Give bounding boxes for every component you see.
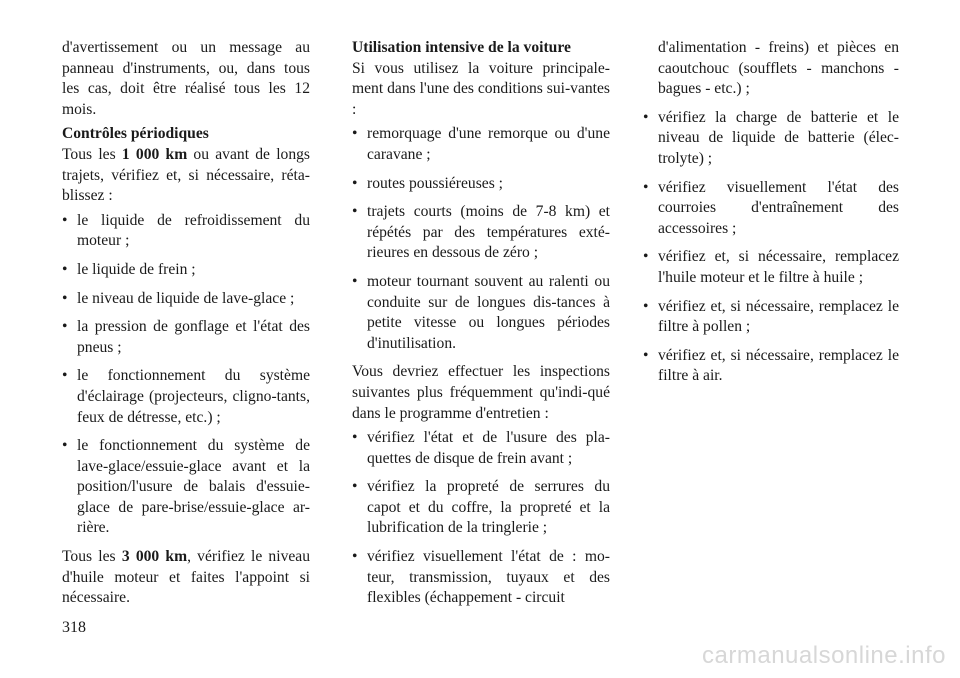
list-item: • le fonctionnement du système d'éclairage (projecteurs, cligno-tants, feux de détresse, etc.) ; bbox=[62, 366, 310, 428]
distance-3000km: 3 000 km bbox=[121, 548, 188, 566]
list-item: • vérifiez l'état et de l'usure des pla-quettes de disque de frein avant ; bbox=[352, 428, 610, 469]
distance-1000km: 1 000 km bbox=[121, 145, 188, 163]
column-middle bbox=[352, 38, 610, 617]
intro-paragraph: d'avertissement ou un message au panneau d'instruments, ou, dans tous les cas, doit être réalisé tous les 12 mois. bbox=[62, 39, 310, 118]
list-item: • remorquage d'une remorque ou d'une caravane ; bbox=[352, 124, 610, 165]
list-item: • trajets courts (moins de 7-8 km) et répétés par des températures exté-rieures en dessous de zéro ; bbox=[352, 202, 610, 264]
list-item: • la pression de gonflage et l'état des pneus ; bbox=[62, 317, 310, 358]
list-item: • vérifiez et, si nécessaire, remplacez le filtre à pollen ; bbox=[643, 297, 899, 338]
page-number: 318 bbox=[62, 619, 86, 636]
periodic-checks-list bbox=[62, 211, 310, 539]
oil-check-paragraph: Tous les 3 000 km, vérifiez le niveau d'huile moteur et faites l'appoint si nécessaire. bbox=[62, 548, 310, 607]
list-item: • vérifiez la propreté de serrures du capot et du coffre, la propreté et la lubrification de la tringlerie ; bbox=[352, 477, 610, 539]
intensive-use-intro: Si vous utilisez la voiture principale-ment dans l'une des conditions sui-vantes : bbox=[352, 59, 610, 118]
list-item: • vérifiez la charge de batterie et le niveau de liquide de batterie (élec-trolyte) ; bbox=[643, 108, 899, 170]
list-item: • le liquide de frein ; bbox=[62, 260, 310, 281]
conditions-list bbox=[352, 124, 610, 354]
list-item: • moteur tournant souvent au ralenti ou conduite sur de longues dis-tances à petite vitesse ou longues périodes d'inutilisation. bbox=[352, 272, 610, 354]
list-item: • routes poussiéreuses ; bbox=[352, 174, 610, 195]
inspections-list-continued bbox=[643, 108, 899, 387]
inspections-paragraph: Vous devriez effectuer les inspections suivantes plus fréquemment qu'indi-qué dans le programme d'entretien : bbox=[352, 363, 610, 422]
periodic-checks-paragraph: Tous les 1 000 km ou avant de longs trajets, vérifiez et, si nécessaire, réta-blissez : bbox=[62, 145, 310, 205]
watermark: carmanualsonline.info bbox=[702, 642, 946, 669]
list-item: • vérifiez et, si nécessaire, remplacez le filtre à air. bbox=[643, 346, 899, 387]
list-item: • le fonctionnement du système de lave-glace/essuie-glace avant et la position/l'usure de balais d'essuie-glace de pare-brise/essuie-glace ar-rière. bbox=[62, 436, 310, 539]
list-item: • vérifiez et, si nécessaire, remplacez l'huile moteur et le filtre à huile ; bbox=[643, 247, 899, 288]
list-item: • vérifiez visuellement l'état des courroies d'entraînement des accessoires ; bbox=[643, 178, 899, 240]
list-item: • le niveau de liquide de lave-glace ; bbox=[62, 289, 310, 310]
section-heading-periodic-checks: Contrôles périodiques bbox=[62, 125, 209, 143]
list-item: • le liquide de refroidissement du moteur ; bbox=[62, 211, 310, 252]
column-left bbox=[62, 38, 310, 613]
list-item: • vérifiez visuellement l'état de : mo-teur, transmission, tuyaux et des flexibles (échappement - circuit bbox=[352, 547, 610, 609]
section-heading-intensive-use: Utilisation intensive de la voiture bbox=[352, 39, 571, 56]
list-item-continuation: d'alimentation - freins) et pièces en caoutchouc (soufflets - manchons - bagues - etc.) ; bbox=[658, 39, 899, 98]
inspections-list bbox=[352, 428, 610, 609]
column-right bbox=[643, 38, 899, 395]
